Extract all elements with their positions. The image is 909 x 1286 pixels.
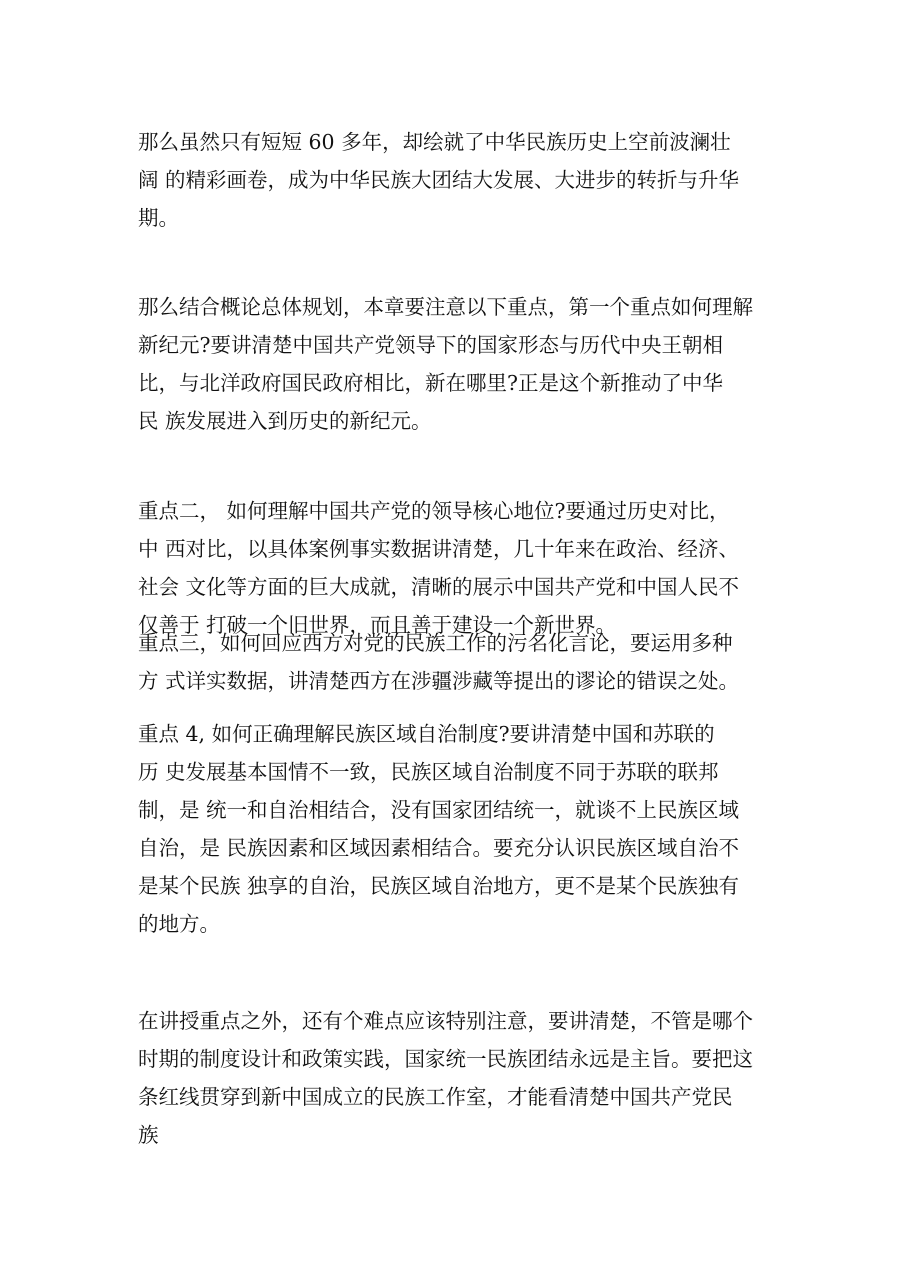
paragraph-1: 那么虽然只有短短 60 多年，却绘就了中华民族历史上空前波澜壮 阔 的精彩画卷，成为中华民族大团结大发展、大进步的转折与升华 期。	[138, 130, 740, 230]
paragraph-4: 重点三，如何回应西方对党的民族工作的污名化言论，要运用多种 方 式详实数据，讲清楚西方在涉疆涉藏等提出的谬论的错误之处。	[138, 631, 740, 693]
paragraph-3: 重点二， 如何理解中国共产党的领导核心地位?要通过历史对比， 中 西对比，以具体案例事实数据讲清楚，几十年来在政治、经济、 社会 文化等方面的巨大成就，清晰的展示中国共产党和中国人民不 仅善于 打破一个旧世界，而且善于建设一个新世界。	[138, 499, 740, 637]
paragraph-6: 在讲授重点之外，还有个难点应该特别注意，要讲清楚，不管是哪个 时期的制度设计和政策实践，国家统一民族团结永远是主旨。要把这 条红线贯穿到新中国成立的民族工作室，才能看清楚中国共产党民 族	[138, 1009, 753, 1147]
paragraph-2: 那么结合概论总体规划，本章要注意以下重点，第一个重点如何理解 新纪元?要讲清楚中国共产党领导下的国家形态与历代中央王朝相 比，与北洋政府国民政府相比，新在哪里?正是这个新推动了中华 民 族发展进入到历史的新纪元。	[138, 295, 753, 433]
paragraph-5: 重点 4, 如何正确理解民族区域自治制度?要讲清楚中国和苏联的 历 史发展基本国情不一致，民族区域自治制度不同于苏联的联邦 制，是 统一和自治相结合，没有国家团结统一，就谈不上民族区域 自治，是 民族因素和区域因素相结合。要充分认识民族区域自治不 是某个民族 独享的自治，民族区域自治地方，更不是某个民族独有 的地方。	[138, 722, 740, 936]
